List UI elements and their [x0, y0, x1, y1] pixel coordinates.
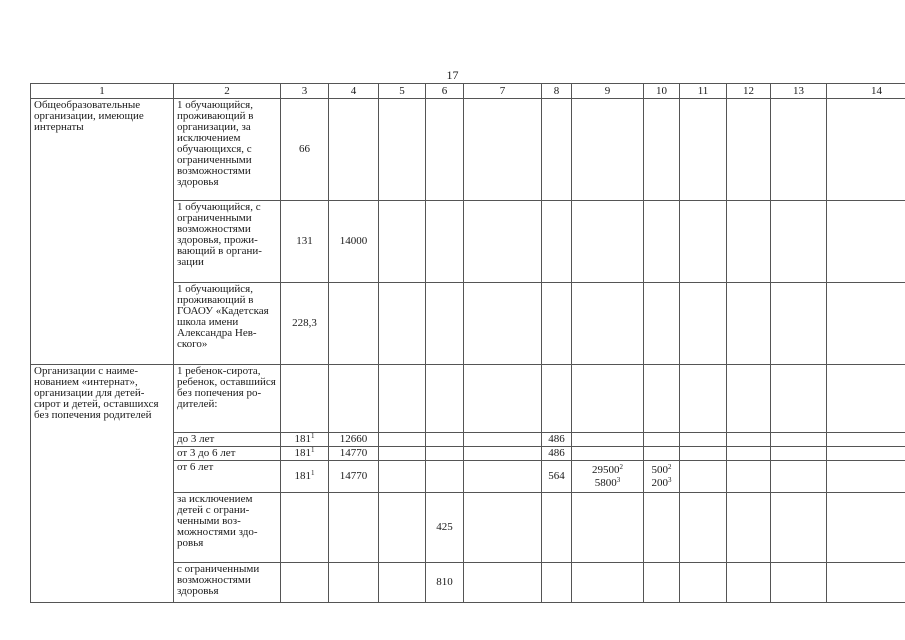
row-desc: с ограниченными возможностями здоровья — [174, 563, 281, 603]
cell-c4: 14000 — [329, 201, 379, 283]
row-desc: 1 обучающийся, проживающий в организации, за исключением обучающихся, с ограниченными возможностями здоровья — [174, 99, 281, 201]
cell-c3: $181^1$ — [281, 433, 329, 447]
cell-c3: $181^1$ — [281, 447, 329, 461]
col-num: 8 — [542, 84, 572, 99]
cell-c6: 425 — [426, 493, 464, 563]
cell-c3: 228,3 — [281, 283, 329, 365]
row-desc: 1 обучающийся, с ограниченными возможностями здоровья, проживающий в организации — [174, 201, 281, 283]
cell-c4: 14770 — [329, 447, 379, 461]
group-name-cell: Организации с наименованием «интернат», организации для детей-сирот и детей, оставшихся без попечения родителей — [31, 365, 174, 603]
group-name-cell: Общеобразовательные организации, имеющие интернаты — [31, 99, 174, 365]
cell-c3: 131 — [281, 201, 329, 283]
col-num: 5 — [379, 84, 426, 99]
cell-c3: 66 — [281, 99, 329, 201]
table-row — [31, 99, 905, 201]
row-desc: от 6 лет — [174, 461, 281, 493]
col-num: 9 — [572, 84, 644, 99]
cell-c9: 29500$^2$ 5800$^3$ — [572, 461, 644, 493]
col-num: 4 — [329, 84, 379, 99]
table-row — [31, 365, 905, 433]
cell-c8: 564 — [542, 461, 572, 493]
col-num: 11 — [680, 84, 727, 99]
cell-c3: $181^1$ — [281, 461, 329, 493]
col-num: 14 — [827, 84, 905, 99]
col-num: 13 — [771, 84, 827, 99]
col-num: 2 — [174, 84, 281, 99]
row-desc: до 3 лет — [174, 433, 281, 447]
cell-c10: $500^2$ $200^3$ — [644, 461, 680, 493]
data-table — [30, 83, 905, 603]
row-desc: от 3 до 6 лет — [174, 447, 281, 461]
cell-c6: 810 — [426, 563, 464, 603]
col-num: 1 — [31, 84, 174, 99]
col-num: 6 — [426, 84, 464, 99]
col-num: 10 — [644, 84, 680, 99]
col-num: 3 — [281, 84, 329, 99]
row-desc: 1 обучающийся, проживающий в ГОАОУ «Кадетская школа имени Александра Невского» — [174, 283, 281, 365]
cell-c4: 12660 — [329, 433, 379, 447]
col-num: 7 — [464, 84, 542, 99]
cell-c4: 14770 — [329, 461, 379, 493]
row-desc: за исключением детей с ограниченными возможностями здоровья — [174, 493, 281, 563]
column-number-row — [31, 84, 905, 99]
page-number: 17 — [446, 68, 459, 82]
row-desc: 1 ребенок-сирота, ребенок, оставшийся без попечения родителей: — [174, 365, 281, 433]
cell-c8: 486 — [542, 433, 572, 447]
cell-c8: 486 — [542, 447, 572, 461]
col-num: 12 — [727, 84, 771, 99]
